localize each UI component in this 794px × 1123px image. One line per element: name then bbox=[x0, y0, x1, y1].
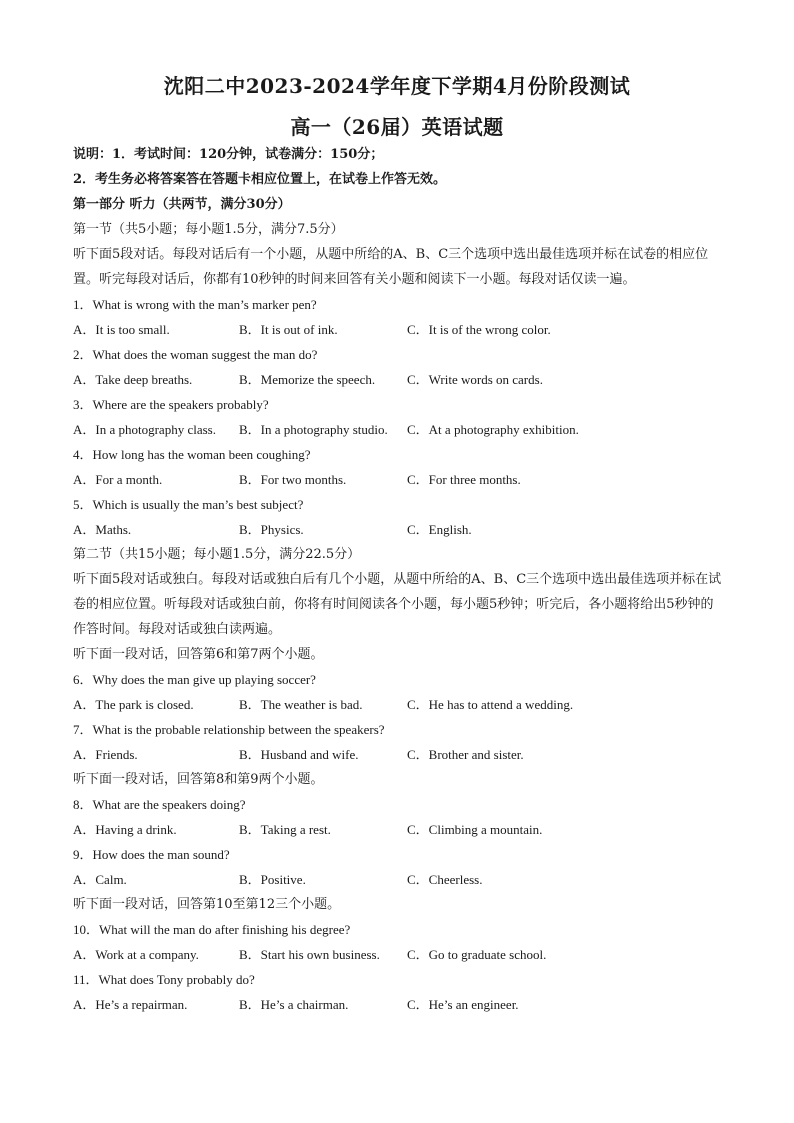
question-3-option-b: B．In a photography studio. bbox=[239, 422, 388, 437]
question-10-option-c: C．Go to graduate school. bbox=[407, 947, 547, 962]
section1-instructions: 听下面5段对话。每段对话后有一个小题，从题中所给的A、B、C三个选项中选出最佳选项并标在试卷的相应位置。听完每段对话后，你都有10秒钟的时间来回答有关小题和阅读下一小题。每段对话仅读一遍。 bbox=[73, 247, 709, 287]
section2-group3-instruction: 听下面一段对话，回答第10至第12三个小题。 bbox=[73, 897, 341, 912]
question-7-option-c: C．Brother and sister. bbox=[407, 747, 524, 762]
question-2-stem: 2．What does the woman suggest the man do? bbox=[73, 347, 318, 362]
question-8-option-a: A．Having a drink. bbox=[73, 822, 177, 837]
question-11-option-c: C．He’s an engineer. bbox=[407, 997, 519, 1012]
question-9-option-c: C．Cheerless. bbox=[407, 872, 483, 887]
question-2-options bbox=[73, 367, 723, 392]
notes-line-2: 2．考生务必将答案答在答题卡相应位置上，在试卷上作答无效。 bbox=[73, 172, 447, 187]
question-10-options bbox=[73, 942, 723, 967]
question-6-option-a: A．The park is closed. bbox=[73, 697, 194, 712]
section2-instructions: 听下面5段对话或独白。每段对话或独白后有几个小题，从题中所给的A、B、C三个选项中选出最佳选项并标在试卷的相应位置。听每段对话或独白前，你将有时间阅读各个小题，每小题5秒钟；听完后，各小题将给出5秒钟的作答时间。每段对话或独白读两遍。 bbox=[73, 572, 722, 637]
question-4-option-b: B．For two months. bbox=[239, 472, 347, 487]
question-6-stem: 6．Why does the man give up playing soccer? bbox=[73, 672, 316, 687]
question-7-options bbox=[73, 742, 723, 767]
question-2-option-c: C．Write words on cards. bbox=[407, 372, 543, 387]
question-8-stem: 8．What are the speakers doing? bbox=[73, 797, 246, 812]
question-2-option-a: A．Take deep breaths. bbox=[73, 372, 193, 387]
question-6-options bbox=[73, 692, 723, 717]
question-10-stem: 10．What will the man do after finishing his degree? bbox=[73, 922, 351, 937]
question-9-option-a: A．Calm. bbox=[73, 872, 127, 887]
question-4-options bbox=[73, 467, 723, 492]
question-9-stem: 9．How does the man sound? bbox=[73, 847, 230, 862]
question-8-option-b: B．Taking a rest. bbox=[239, 822, 331, 837]
question-10-option-b: B．Start his own business. bbox=[239, 947, 380, 962]
question-1-option-a: A．It is too small. bbox=[73, 322, 170, 337]
question-3-stem: 3．Where are the speakers probably? bbox=[73, 397, 269, 412]
question-11-options bbox=[73, 992, 723, 1017]
question-11-option-a: A．He’s a repairman. bbox=[73, 997, 188, 1012]
question-4-option-c: C．For three months. bbox=[407, 472, 521, 487]
question-1-option-b: B．It is out of ink. bbox=[239, 322, 338, 337]
exam-content bbox=[73, 142, 723, 1017]
question-1-options bbox=[73, 317, 723, 342]
question-5-option-c: C．English. bbox=[407, 522, 472, 537]
section2-heading: 第二节（共15小题；每小题1.5分，满分22.5分） bbox=[73, 547, 361, 562]
question-7-stem: 7．What is the probable relationship between the speakers? bbox=[73, 722, 385, 737]
question-11-stem: 11．What does Tony probably do? bbox=[73, 972, 255, 987]
exam-title: 沈阳二中2023-2024学年度下学期4月份阶段测试 bbox=[163, 74, 631, 98]
question-6-option-c: C．He has to attend a wedding. bbox=[407, 697, 574, 712]
question-7-option-b: B．Husband and wife. bbox=[239, 747, 359, 762]
question-8-options bbox=[73, 817, 723, 842]
part1-heading: 第一部分 听力（共两节，满分30分） bbox=[73, 197, 291, 212]
question-1-option-c: C．It is of the wrong color. bbox=[407, 322, 551, 337]
section1-heading: 第一节（共5小题；每小题1.5分，满分7.5分） bbox=[73, 222, 344, 237]
question-3-option-c: C．At a photography exhibition. bbox=[407, 422, 579, 437]
question-9-option-b: B．Positive. bbox=[239, 872, 306, 887]
section2-group2-instruction: 听下面一段对话，回答第8和第9两个小题。 bbox=[73, 772, 324, 787]
question-6-option-b: B．The weather is bad. bbox=[239, 697, 363, 712]
question-5-stem: 5．Which is usually the man’s best subject? bbox=[73, 497, 304, 512]
question-2-option-b: B．Memorize the speech. bbox=[239, 372, 376, 387]
question-9-options bbox=[73, 867, 723, 892]
question-4-stem: 4．How long has the woman been coughing? bbox=[73, 447, 311, 462]
question-8-option-c: C．Climbing a mountain. bbox=[407, 822, 543, 837]
question-3-option-a: A．In a photography class. bbox=[73, 422, 216, 437]
notes-line-1: 说明：1．考试时间：120分钟，试卷满分：150分； bbox=[73, 147, 384, 162]
question-4-option-a: A．For a month. bbox=[73, 472, 163, 487]
question-7-option-a: A．Friends. bbox=[73, 747, 138, 762]
question-3-options bbox=[73, 417, 723, 442]
question-1-stem: 1．What is wrong with the man’s marker pen? bbox=[73, 297, 317, 312]
section2-group1-instruction: 听下面一段对话，回答第6和第7两个小题。 bbox=[73, 647, 324, 662]
question-10-option-a: A．Work at a company. bbox=[73, 947, 199, 962]
question-11-option-b: B．He’s a chairman. bbox=[239, 997, 349, 1012]
question-5-options bbox=[73, 517, 723, 542]
question-5-option-a: A．Maths. bbox=[73, 522, 132, 537]
exam-subtitle: 高一（26届）英语试题 bbox=[290, 115, 504, 139]
question-5-option-b: B．Physics. bbox=[239, 522, 304, 537]
